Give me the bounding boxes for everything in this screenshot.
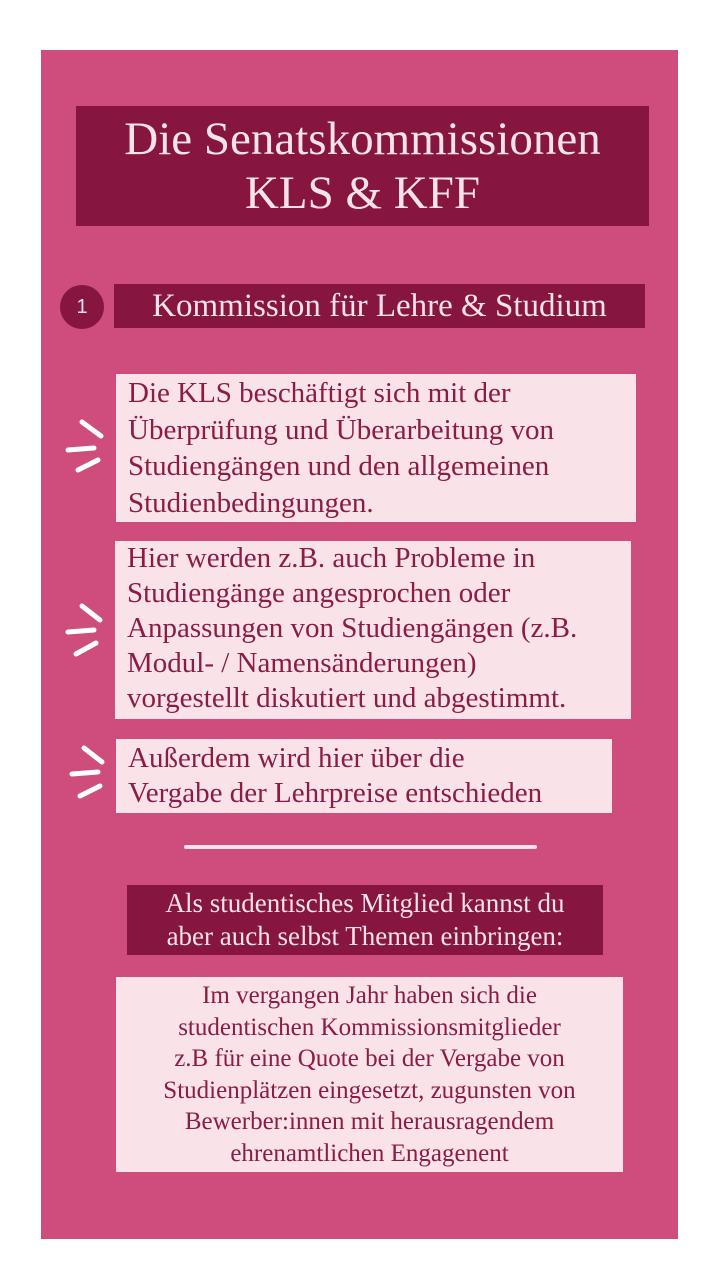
text-line: Überprüfung und Überarbeitung von [128,413,555,446]
section-heading: Kommission für Lehre & Studium [114,284,645,328]
text-line: Vergabe der Lehrpreise entschieden [128,777,543,809]
emphasis-mark-icon [62,742,108,804]
text-line: Studiengängen und den allgemeinen [128,450,550,482]
emphasis-mark-icon [62,414,108,478]
student-member-note [127,885,603,955]
text-line: Die KLS beschäftigt sich mit der [128,377,511,409]
text-line: Hier werden z.B. auch Probleme in [127,542,536,574]
info-box-problems [115,541,631,719]
page-title [76,106,649,226]
title-line-2: KLS & KFF [244,167,481,219]
text-line: aber auch selbst Themen einbringen: [166,921,564,951]
text-line: Als studentisches Mitglied kannst du [165,888,565,918]
text-line: vorgestellt diskutiert und abgestimmt. [127,682,567,714]
text-line: Studiengänge angesprochen oder [127,577,511,609]
text-line: Anpassungen von Studiengängen (z.B. [127,612,578,644]
title-line-1: Die Senatskommissionen [124,113,601,165]
info-box-kls-overview [116,374,636,522]
emphasis-mark-icon [60,598,106,662]
text-line: studentischen Kommissionsmitglieder [178,1013,561,1041]
text-line: Modul- / Namensänderungen) [127,647,477,679]
divider [184,845,537,849]
text-line: Bewerber:innen mit herausragendem [184,1108,555,1135]
text-line: Studienbedingungen. [128,486,374,519]
section-number-badge: 1 [60,285,104,329]
text-line: Studienplätzen eingesetzt, zugunsten von [163,1076,576,1104]
text-line: ehrenamtlichen Engagenent [230,1139,509,1167]
text-line: Im vergangen Jahr haben sich die [202,982,537,1009]
text-line: Außerdem wird hier über die [128,742,465,774]
example-box [116,977,623,1172]
text-line: z.B für eine Quote bei der Vergabe von [174,1045,565,1072]
info-box-teaching-awards [116,739,612,813]
